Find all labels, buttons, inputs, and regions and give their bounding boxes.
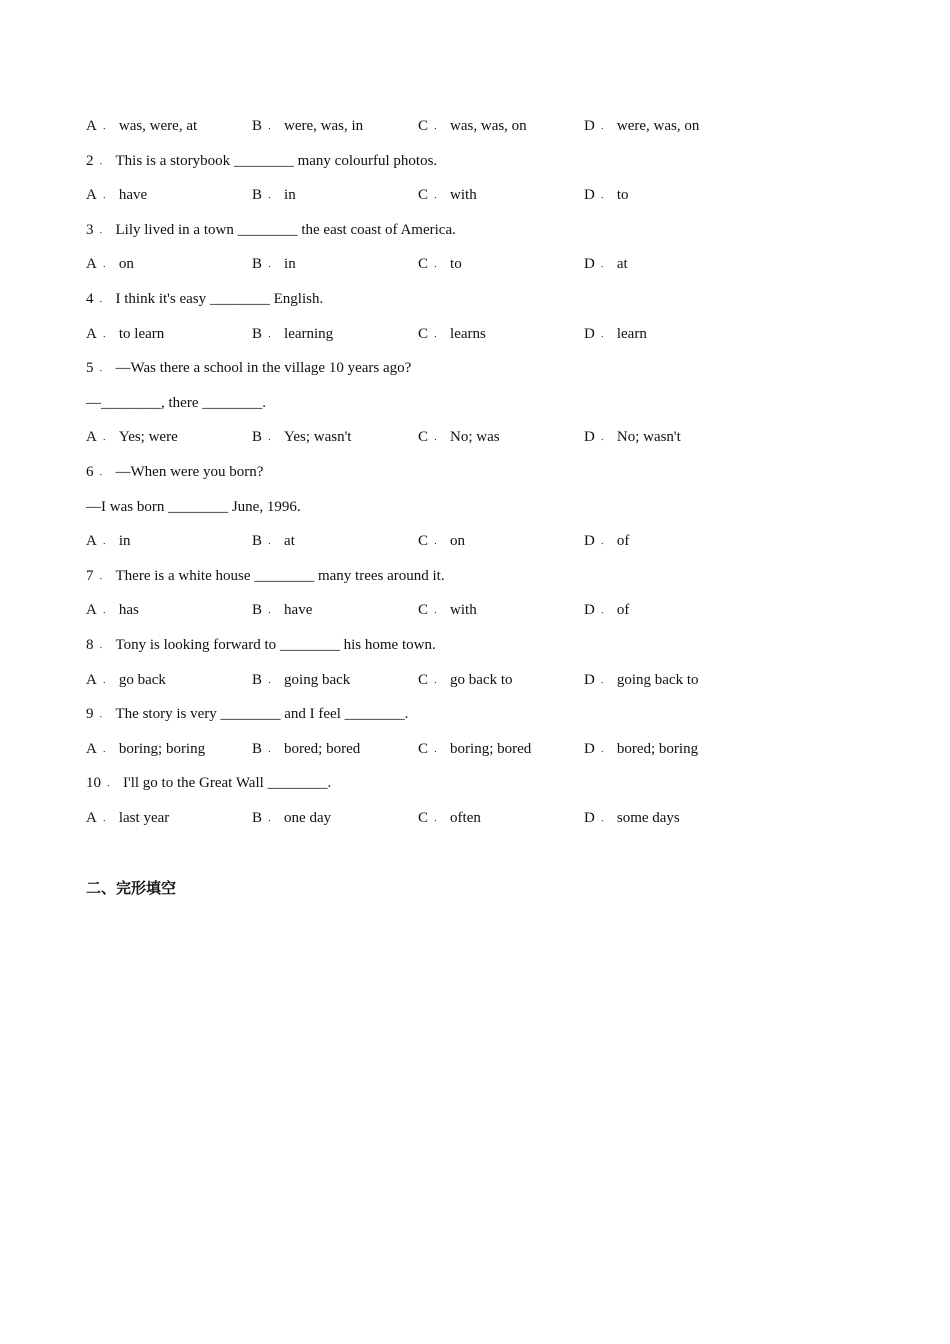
- q5-stem-response: —________, there ________.: [86, 394, 266, 411]
- q1-options: [86, 113, 886, 148]
- q1-option-c[interactable]: C ． was, was, on: [418, 118, 527, 134]
- option-text: bored; bored: [284, 740, 361, 757]
- option-text: going back: [284, 671, 351, 688]
- q9-options: [86, 736, 886, 771]
- option-text: go back: [118, 671, 166, 688]
- q10-options: [86, 805, 886, 840]
- q4-option-b[interactable]: B ． learning: [252, 325, 334, 342]
- q9-option-b[interactable]: B ． bored; bored: [252, 740, 361, 757]
- q4-option-a[interactable]: A ． to learn: [86, 325, 165, 342]
- q3-options: [86, 251, 886, 286]
- q7-options: [86, 597, 886, 632]
- option-text: have: [284, 602, 313, 619]
- q7-option-a[interactable]: A ． has: [86, 602, 139, 619]
- q5-option-d[interactable]: D ． No; wasn't: [584, 429, 681, 446]
- q5-option-c[interactable]: C ． No; was: [418, 429, 500, 446]
- q6-option-a[interactable]: A ． in: [86, 533, 131, 550]
- option-text: learn: [616, 325, 647, 342]
- q9-stem: 9 ． The story is very ________ and I feel ________.: [86, 706, 409, 723]
- q2-option-b[interactable]: B ． in: [252, 187, 296, 204]
- q3-option-a[interactable]: A ． on: [86, 256, 134, 273]
- q8-option-d[interactable]: D ． going back to: [584, 671, 699, 688]
- option-text: learns: [450, 325, 486, 342]
- q3-option-b[interactable]: B ． in: [252, 256, 296, 273]
- q2-option-d[interactable]: D ． to: [584, 187, 629, 204]
- option-text: some days: [616, 809, 680, 826]
- q7-option-d[interactable]: D ． of: [584, 602, 630, 619]
- q8-stem: 8 ． Tony is looking forward to ________ his home town.: [86, 636, 436, 653]
- q4-option-d[interactable]: D ． learn: [584, 325, 647, 342]
- q8-option-c[interactable]: C ． go back to: [418, 671, 513, 688]
- q3-stem: 3 ． Lily lived in a town ________ the east coast of America.: [86, 221, 456, 238]
- q2-stem: 2 ． This is a storybook ________ many colourful photos.: [86, 152, 438, 169]
- option-text: has: [118, 602, 139, 619]
- option-text: to: [616, 187, 629, 204]
- q5-option-a[interactable]: A ． Yes; were: [86, 429, 178, 446]
- q6-option-c[interactable]: C ． on: [418, 533, 466, 550]
- option-text: go back to: [450, 671, 513, 688]
- q9-option-d[interactable]: D ． bored; boring: [584, 740, 699, 757]
- option-text: going back to: [616, 671, 699, 688]
- q5-options: [86, 424, 886, 459]
- option-text: with: [450, 187, 477, 204]
- q9-option-c[interactable]: C ． boring; bored: [418, 740, 532, 757]
- option-text: was, was, on: [450, 118, 527, 134]
- question-text: I'll go to the Great Wall ________.: [123, 775, 332, 792]
- question-text: This is a storybook ________ many colourful photos.: [115, 152, 438, 169]
- q10-option-c[interactable]: C ． often: [418, 809, 481, 826]
- option-text: were, was, in: [284, 118, 364, 134]
- q1-option-a[interactable]: A ． was, were, at: [86, 118, 198, 134]
- option-text: Yes; wasn't: [284, 429, 352, 446]
- q10-option-d[interactable]: D ． some days: [584, 809, 680, 826]
- question-text: —Was there a school in the village 10 years ago?: [115, 360, 412, 377]
- q2-options: [86, 182, 886, 217]
- q8-options: [86, 667, 886, 702]
- option-text: last year: [118, 809, 170, 826]
- question-text: There is a white house ________ many trees around it.: [115, 567, 445, 584]
- question-text: I think it's easy ________ English.: [115, 290, 324, 307]
- option-text: to learn: [118, 325, 165, 342]
- option-text: often: [450, 809, 481, 826]
- q8-option-a[interactable]: A ． go back: [86, 671, 166, 688]
- q8-option-b[interactable]: B ． going back: [252, 671, 351, 688]
- q7-option-c[interactable]: C ． with: [418, 602, 477, 619]
- option-text: to: [450, 256, 462, 273]
- option-text: of: [616, 602, 630, 619]
- option-text: one day: [284, 809, 332, 826]
- q10-option-a[interactable]: A ． last year: [86, 809, 170, 826]
- q4-stem: 4 ． I think it's easy ________ English.: [86, 290, 324, 307]
- question-text: —When were you born?: [115, 463, 264, 480]
- option-text: with: [450, 602, 477, 619]
- question-text: The story is very ________ and I feel ________.: [115, 706, 409, 723]
- question-text: Tony is looking forward to ________ his home town.: [115, 636, 436, 653]
- q9-option-a[interactable]: A ． boring; boring: [86, 740, 206, 757]
- q3-option-c[interactable]: C ． to: [418, 256, 462, 273]
- option-text: in: [284, 187, 296, 204]
- option-text: at: [284, 533, 295, 550]
- q1-option-d[interactable]: D ． were, was, on: [584, 118, 700, 134]
- option-text: boring; boring: [118, 740, 206, 757]
- section-heading: 二、完形填空: [86, 879, 177, 897]
- option-text: No; wasn't: [616, 429, 681, 446]
- q4-option-c[interactable]: C ． learns: [418, 325, 486, 342]
- option-text: bored; boring: [616, 740, 699, 757]
- option-text: Yes; were: [118, 429, 178, 446]
- q6-option-d[interactable]: D ． of: [584, 533, 630, 550]
- q5-option-b[interactable]: B ． Yes; wasn't: [252, 429, 352, 446]
- option-text: of: [616, 533, 630, 550]
- option-text: learning: [284, 325, 334, 342]
- q7-stem: 7 ． There is a white house ________ many trees around it.: [86, 567, 445, 584]
- q2-option-c[interactable]: C ． with: [418, 187, 477, 204]
- q2-option-a[interactable]: A ． have: [86, 187, 148, 204]
- option-text: was, were, at: [118, 118, 198, 134]
- option-text: in: [284, 256, 296, 273]
- q4-options: [86, 321, 886, 356]
- option-text: at: [616, 256, 628, 273]
- q10-option-b[interactable]: B ． one day: [252, 809, 332, 826]
- q3-option-d[interactable]: D ． at: [584, 256, 628, 273]
- q7-option-b[interactable]: B ． have: [252, 602, 313, 619]
- option-text: boring; bored: [450, 740, 532, 757]
- option-text: on: [118, 256, 134, 273]
- question-list: [86, 113, 886, 839]
- option-text: on: [450, 533, 466, 550]
- option-text: No; was: [450, 429, 500, 446]
- option-text: in: [118, 533, 131, 550]
- q1-option-b[interactable]: B ． were, was, in: [252, 118, 364, 134]
- q5-stem: 5 ． —Was there a school in the village 10 years ago?: [86, 360, 412, 377]
- q6-stem: 6 ． —When were you born?: [86, 463, 264, 480]
- q6-options: [86, 528, 886, 563]
- option-text: have: [118, 187, 148, 204]
- q6-stem-response: —I was born ________ June, 1996.: [86, 498, 301, 515]
- q10-stem: 10 ． I'll go to the Great Wall ________.: [86, 775, 332, 792]
- option-text: were, was, on: [616, 118, 700, 134]
- question-text: Lily lived in a town ________ the east coast of America.: [115, 221, 456, 238]
- q6-option-b[interactable]: B ． at: [252, 533, 295, 550]
